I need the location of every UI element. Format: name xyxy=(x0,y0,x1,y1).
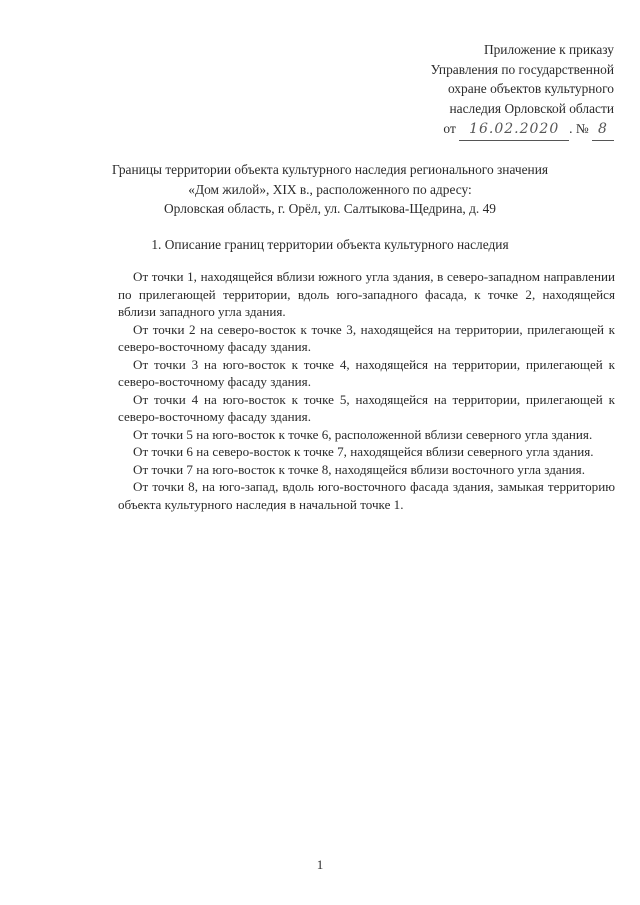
appendix-line-4: наследия Орловской области xyxy=(449,100,614,116)
page-number: 1 xyxy=(316,857,324,872)
document-title xyxy=(40,160,620,219)
boundary-paragraph-6: От точки 6 на северо-восток к точке 7, находящейся вблизи северного угла здания. xyxy=(133,444,594,459)
order-number-field xyxy=(592,119,614,141)
title-line-3: Орловская область, г. Орёл, ул. Салтыкова-Щедрина, д. 49 xyxy=(164,201,496,216)
date-prefix: от xyxy=(443,121,456,136)
boundary-paragraph-2: От точки 2 на северо-восток к точке 3, находящейся на территории, прилегающей к северо-восточному фасаду здания. xyxy=(118,321,615,354)
title-line-1: Границы территории объекта культурного наследия регионального значения xyxy=(111,162,549,177)
section-heading: 1. Описание границ территории объекта культурного наследия xyxy=(151,237,509,252)
handwritten-date: 16.02.2020 xyxy=(469,121,560,137)
appendix-line-3: охране объектов культурного xyxy=(447,81,614,96)
appendix-line-1: Приложение к приказу xyxy=(483,42,614,57)
boundary-paragraph-7: От точки 7 на юго-восток к точке 8, находящейся вблизи восточного угла здания. xyxy=(133,461,585,477)
boundary-paragraph-3: От точки 3 на юго-восток к точке 4, находящейся на территории, прилегающей к северо-восточному фасаду здания. xyxy=(118,356,615,389)
handwritten-number: 8 xyxy=(598,121,608,137)
number-prefix: . № xyxy=(569,121,589,136)
title-line-2: «Дом жилой», XIX в., расположенного по адресу: xyxy=(188,181,472,197)
boundary-paragraph-5: От точки 5 на юго-восток к точке 6, расположенной вблизи северного угла здания. xyxy=(133,426,593,442)
order-date-field xyxy=(459,119,569,141)
boundary-paragraph-8: От точки 8, на юго-запад, вдоль юго-восточного фасада здания, замыкая территорию объекта культурного наследия в начальной точке 1. xyxy=(118,479,615,512)
boundary-paragraph-4: От точки 4 на юго-восток к точке 5, находящейся на территории, прилегающей к северо-восточному фасаду здания. xyxy=(118,391,615,424)
appendix-header xyxy=(354,40,614,141)
boundary-paragraph-1: От точки 1, находящейся вблизи южного угла здания, в северо-западном направлении по прилегающей территории, вдоль юго-западного фасада, к точке 2, находящейся вблизи западного угла здания. xyxy=(118,269,615,319)
order-date-number xyxy=(354,119,614,141)
boundary-description xyxy=(119,268,615,513)
appendix-line-2: Управления по государственной xyxy=(430,61,614,77)
